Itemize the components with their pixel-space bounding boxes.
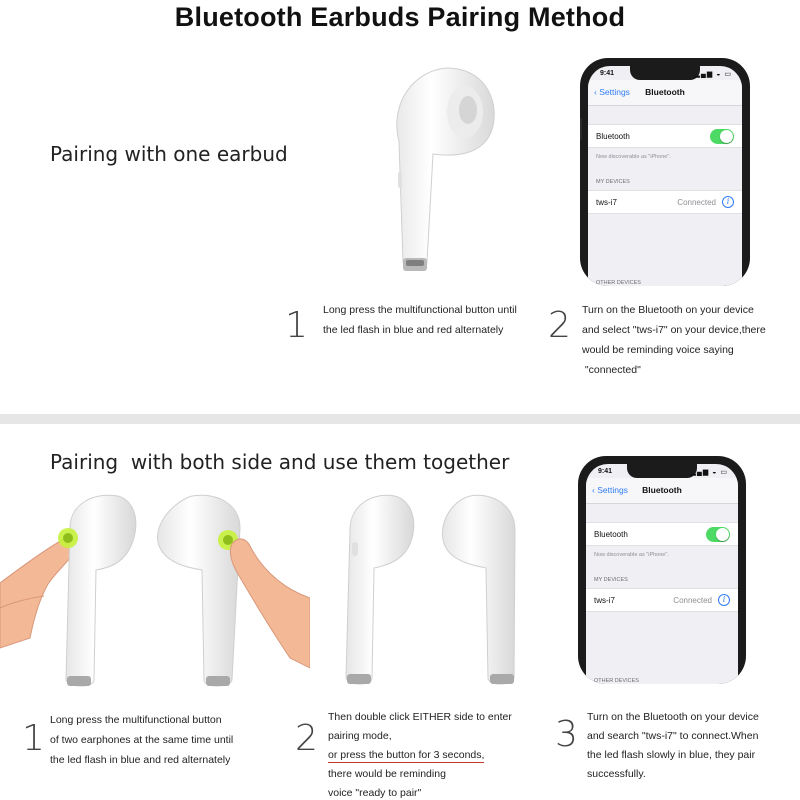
s1-step2-line1: Turn on the Bluetooth on your device [582,304,754,316]
s1-step1-line2: the led flash in blue and red alternately [323,324,504,336]
bluetooth-row [588,124,742,148]
back-label: Settings [597,485,628,495]
discoverable-note: Now discoverable as "iPhone". [596,154,671,160]
earbuds-with-fingers-image [0,488,310,698]
settings-back-link[interactable]: ‹ Settings [592,485,628,495]
section-divider [0,414,800,424]
info-icon[interactable]: i [722,196,734,208]
bluetooth-toggle[interactable] [710,129,734,144]
bluetooth-label: Bluetooth [596,132,630,141]
s1-step2-line2: and select "tws-i7" on your device,there [582,324,766,336]
s2-step3-text [587,708,759,784]
status-icons: ▂▄▆ ◒ ▭ [690,469,728,476]
s2-step1-number: 1 [22,718,45,759]
s2-step1-line3: the led flash in blue and red alternately [50,754,231,766]
s2-step1-text [50,710,233,770]
phone-mockup-2 [578,456,746,684]
discoverable-note: Now discoverable as "iPhone". [594,552,669,558]
section2-heading: Pairing with both side and use them together [50,450,510,474]
s2-step3-number: 3 [555,714,578,755]
s1-step1-text [323,300,517,340]
s2-step2-line4: there would be reminding [328,768,446,780]
device-row[interactable] [586,588,738,612]
device-status: Connected [673,596,712,605]
status-time: 9:41 [598,468,613,475]
s1-step2-text [582,300,766,380]
s2-step2-line3: or press the button for 3 seconds, [328,749,485,761]
earbuds-pair-image [340,490,525,695]
other-devices-label: OTHER DEVICES [596,280,641,286]
device-status: Connected [677,198,716,207]
other-devices-label: OTHER DEVICES [594,678,639,684]
device-row[interactable] [588,190,742,214]
info-icon[interactable]: i [718,594,730,606]
s2-step2-number: 2 [295,718,318,759]
s1-step1-number: 1 [285,305,308,346]
s1-step2-line4: "connected" [582,364,641,376]
back-label: Settings [599,87,630,97]
section1-heading: Pairing with one earbud [50,142,288,166]
phone-screen-1 [588,66,742,286]
s2-step3-line2: and search "tws-i7" to connect.When [587,730,759,742]
settings-back-link[interactable]: ‹ Settings [594,87,630,97]
phone-screen-2 [586,464,738,684]
nav-title: Bluetooth [645,87,685,97]
s2-step3-line3: the led flash slowly in blue, they pair [587,749,756,761]
s1-step2-number: 2 [548,305,571,346]
bluetooth-toggle[interactable] [706,527,730,542]
s2-step1-line2: of two earphones at the same time until [50,734,234,746]
earbud-single-image [375,62,505,284]
phone-mockup-1 [580,58,750,286]
bluetooth-label: Bluetooth [594,530,628,539]
bluetooth-row [586,522,738,546]
s2-step2-text [328,708,512,800]
nav-title: Bluetooth [642,485,682,495]
my-devices-label: MY DEVICES [596,179,630,185]
s2-step3-line1: Turn on the Bluetooth on your device [587,711,759,723]
s2-step3-line4: successfully. [587,768,646,780]
s1-step2-line3: would be reminding voice saying [582,344,734,356]
status-time: 9:41 [600,70,615,77]
device-name: tws-i7 [594,596,615,605]
s1-step1-line1: Long press the multifunctional button until [323,304,517,316]
s2-step2-line2: pairing mode, [328,730,392,742]
my-devices-label: MY DEVICES [594,577,628,583]
s2-step1-line1: Long press the multifunctional button [50,714,222,726]
device-name: tws-i7 [596,198,617,207]
s2-step2-line5: voice "ready to pair" [328,787,422,799]
status-icons: ▂▄▆ ◒ ▭ [694,71,732,78]
page-title: Bluetooth Earbuds Pairing Method [174,2,626,32]
s2-step2-line1: Then double click EITHER side to enter [328,711,512,723]
